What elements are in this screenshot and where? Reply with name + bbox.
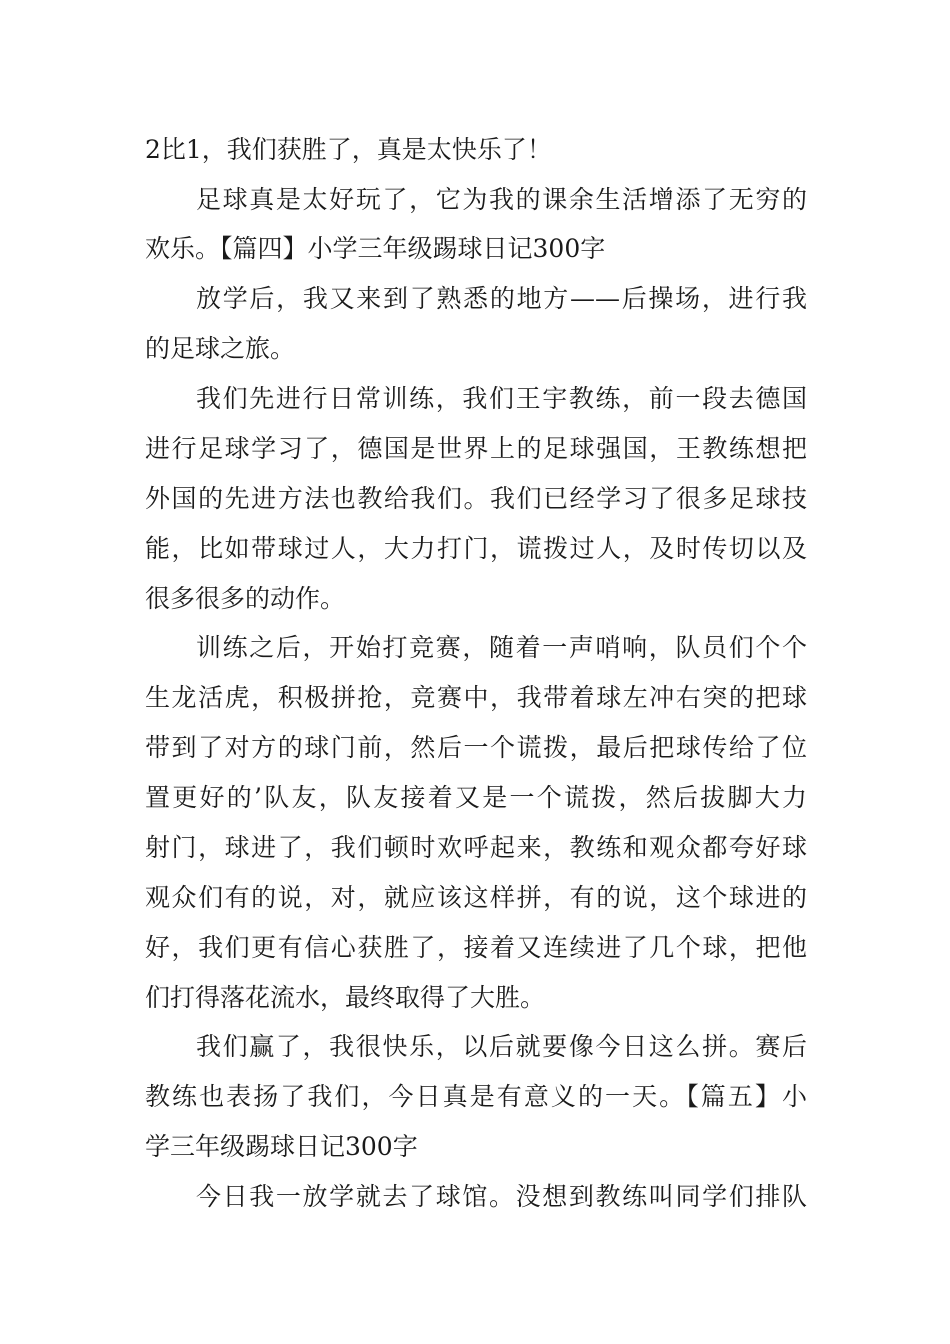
text-line: 进行足球学习了，德国是世界上的足球强国，王教练想把 [145,434,807,463]
text-line: 能，比如带球过人，大力打门，谎拨过人，及时传切以及 [145,534,807,563]
text-line: 教练也表扬了我们，今日真是有意义的一天。【篇五】小 [145,1082,807,1111]
text-line: 欢乐。【篇四】小学三年级踢球日记300字 [145,234,606,263]
text-line: 外国的先进方法也教给我们。我们已经学习了很多足球技 [145,484,807,513]
text-line: 观众们有的说，对，就应该这样拼，有的说，这个球进的 [145,883,807,912]
text-line: 的足球之旅。 [145,334,296,363]
text-line: 今日我一放学就去了球馆。没想到教练叫同学们排队 [196,1182,807,1211]
text-line: 2比1，我们获胜了，真是太快乐了！ [145,135,552,164]
text-line: 生龙活虎，积极拼抢，竞赛中，我带着球左冲右突的把球 [145,683,807,712]
text-line: 置更好的’队友，队友接着又是一个谎拨，然后拔脚大力 [145,783,807,812]
text-line: 好，我们更有信心获胜了，接着又连续进了几个球，把他 [145,933,807,962]
text-line: 很多很多的动作。 [145,584,346,613]
text-line: 放学后，我又来到了熟悉的地方——后操场，进行我 [196,284,807,313]
text-line: 我们先进行日常训练，我们王宇教练，前一段去德国 [196,384,807,413]
text-line: 学三年级踢球日记300字 [145,1132,418,1161]
text-line: 带到了对方的球门前，然后一个谎拨，最后把球传给了位 [145,733,807,762]
text-line: 射门，球进了，我们顿时欢呼起来，教练和观众都夸好球 [145,833,807,862]
text-line: 我们赢了，我很快乐，以后就要像今日这么拼。赛后 [196,1032,807,1061]
text-line: 训练之后，开始打竞赛，随着一声哨响，队员们个个 [196,633,807,662]
text-line: 们打得落花流水，最终取得了大胜。 [145,983,546,1012]
text-line: 足球真是太好玩了，它为我的课余生活增添了无穷的 [196,185,807,214]
